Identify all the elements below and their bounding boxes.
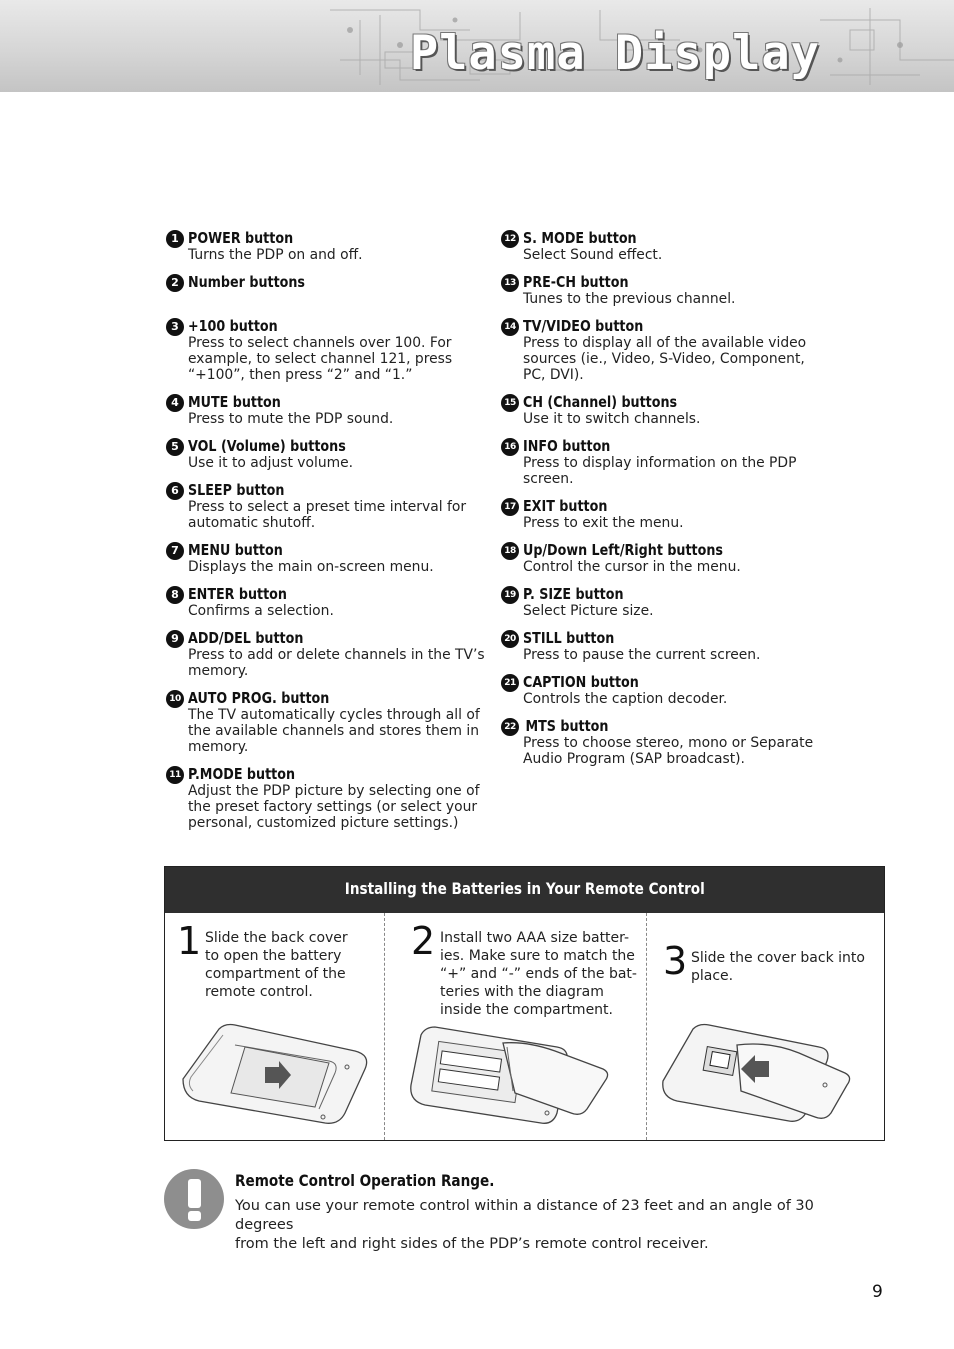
list-item	[501, 317, 831, 383]
item-description: Select Sound effect.	[523, 247, 663, 263]
item-description: The TV automatically cycles through all of the available channels and stores them in memory.	[188, 707, 480, 755]
item-title: ENTER button	[188, 585, 287, 603]
item-title: TV/VIDEO button	[523, 317, 644, 335]
item-title: S. MODE button	[523, 229, 637, 247]
step-text: Install two AAA size batter- ies. Make sure to match the “+” and “-” ends of the bat- teries with the diagram inside the compartment.	[440, 930, 637, 1018]
list-item	[166, 437, 496, 471]
step-number: 3	[663, 939, 688, 983]
item-number-badge: 11	[166, 766, 184, 784]
battery-install-panel	[164, 866, 885, 1141]
item-title: P. SIZE button	[523, 585, 624, 603]
item-description: Press to display information on the PDP screen.	[523, 455, 797, 487]
list-item	[166, 585, 496, 619]
page-header	[0, 0, 954, 92]
item-title: Up/Down Left/Right buttons	[523, 541, 723, 559]
button-list-right	[501, 229, 831, 777]
item-number-badge: 20	[501, 630, 519, 648]
item-number-badge: 13	[501, 274, 519, 292]
item-title: CAPTION button	[523, 673, 639, 691]
step-text: Slide the back cover to open the battery compartment of the remote control.	[205, 930, 348, 1000]
item-number-badge: 2	[166, 274, 184, 292]
step-number: 1	[177, 919, 202, 963]
item-title: POWER button	[188, 229, 294, 247]
item-description: Control the cursor in the menu.	[523, 559, 741, 575]
list-item	[501, 717, 831, 767]
item-description: Press to pause the current screen.	[523, 647, 761, 663]
item-description: Press to choose stereo, mono or Separate Audio Program (SAP broadcast).	[523, 735, 814, 767]
item-number-badge: 22	[501, 718, 519, 736]
item-title: Number buttons	[188, 273, 305, 291]
list-item	[166, 629, 496, 679]
item-number-badge: 12	[501, 230, 519, 248]
item-title: VOL (Volume) buttons	[188, 437, 346, 455]
item-description: Controls the caption decoder.	[523, 691, 728, 707]
item-title: SLEEP button	[188, 481, 285, 499]
item-number-badge: 6	[166, 482, 184, 500]
battery-panel-title: Installing the Batteries in Your Remote Control	[344, 879, 705, 898]
exclamation-icon	[164, 1169, 224, 1229]
list-item	[166, 273, 496, 299]
item-description: Press to select channels over 100. For example, to select channel 121, press “+100”, then press “2” and “1.”	[188, 335, 453, 383]
item-description: Select Picture size.	[523, 603, 654, 619]
list-item	[501, 273, 831, 307]
item-number-badge: 15	[501, 394, 519, 412]
item-title: INFO button	[523, 437, 611, 455]
item-title: MENU button	[188, 541, 283, 559]
list-item	[501, 437, 831, 487]
item-description: Press to mute the PDP sound.	[188, 411, 394, 427]
item-number-badge: 21	[501, 674, 519, 692]
item-title: +100 button	[188, 317, 278, 335]
step-number: 2	[411, 919, 436, 963]
item-number-badge: 8	[166, 586, 184, 604]
item-title: ADD/DEL button	[188, 629, 304, 647]
item-number-badge: 10	[166, 690, 184, 708]
item-title: P.MODE button	[188, 765, 296, 783]
item-number-badge: 9	[166, 630, 184, 648]
item-number-badge: 7	[166, 542, 184, 560]
item-description: Press to select a preset time interval for automatic shutoff.	[188, 499, 467, 531]
item-number-badge: 5	[166, 438, 184, 456]
list-item	[501, 673, 831, 707]
item-description: Displays the main on-screen menu.	[188, 559, 434, 575]
item-number-badge: 14	[501, 318, 519, 336]
item-title: CH (Channel) buttons	[523, 393, 678, 411]
page-number: 9	[872, 1282, 883, 1302]
note-title: Remote Control Operation Range.	[235, 1171, 495, 1190]
item-number-badge: 1	[166, 230, 184, 248]
item-title: MTS button	[525, 717, 609, 735]
remote-cover-closing-illustration	[659, 1021, 859, 1141]
item-description: Press to exit the menu.	[523, 515, 684, 531]
list-item	[166, 317, 496, 383]
item-title: STILL button	[523, 629, 615, 647]
list-item	[166, 689, 496, 755]
button-list-left	[166, 229, 496, 841]
item-description	[188, 291, 493, 299]
item-description: Tunes to the previous channel.	[523, 291, 736, 307]
item-number-badge: 18	[501, 542, 519, 560]
list-item	[166, 765, 496, 831]
page-title: Plasma Display	[409, 26, 820, 81]
item-number-badge: 3	[166, 318, 184, 336]
list-item	[501, 497, 831, 531]
list-item	[501, 393, 831, 427]
step-text: Slide the cover back into place.	[691, 950, 865, 984]
battery-panel-header	[165, 867, 884, 913]
battery-step-1	[165, 913, 385, 1140]
item-number-badge: 4	[166, 394, 184, 412]
battery-step-2	[385, 913, 647, 1140]
item-title: PRE-CH button	[523, 273, 629, 291]
remote-battery-compartment-illustration	[407, 1021, 617, 1141]
list-item	[501, 541, 831, 575]
item-description: Use it to switch channels.	[523, 411, 701, 427]
list-item	[166, 229, 496, 263]
list-item	[501, 585, 831, 619]
item-description: Use it to adjust volume.	[188, 455, 354, 471]
item-description: Confirms a selection.	[188, 603, 334, 619]
list-item	[501, 629, 831, 663]
item-number-badge: 17	[501, 498, 519, 516]
item-description: Adjust the PDP picture by selecting one of the preset factory settings (or select your personal, customized picture settings.)	[188, 783, 480, 831]
item-number-badge: 19	[501, 586, 519, 604]
note-text: You can use your remote control within a distance of 23 feet and an angle of 30 degrees from the left and right sides of the PDP’s remote control receiver.	[235, 1198, 814, 1252]
item-title: MUTE button	[188, 393, 281, 411]
item-description: Press to display all of the available video sources (ie., Video, S-Video, Component, PC, DVI).	[523, 335, 807, 383]
item-title: AUTO PROG. button	[188, 689, 330, 707]
list-item	[166, 541, 496, 575]
list-item	[501, 229, 831, 263]
item-title: EXIT button	[523, 497, 608, 515]
list-item	[166, 481, 496, 531]
remote-back-cover-illustration	[179, 1021, 369, 1141]
item-description: Turns the PDP on and off.	[188, 247, 363, 263]
list-item	[166, 393, 496, 427]
item-number-badge: 16	[501, 438, 519, 456]
item-description: Press to add or delete channels in the TV’s memory.	[188, 647, 485, 679]
battery-step-3	[647, 913, 884, 1140]
